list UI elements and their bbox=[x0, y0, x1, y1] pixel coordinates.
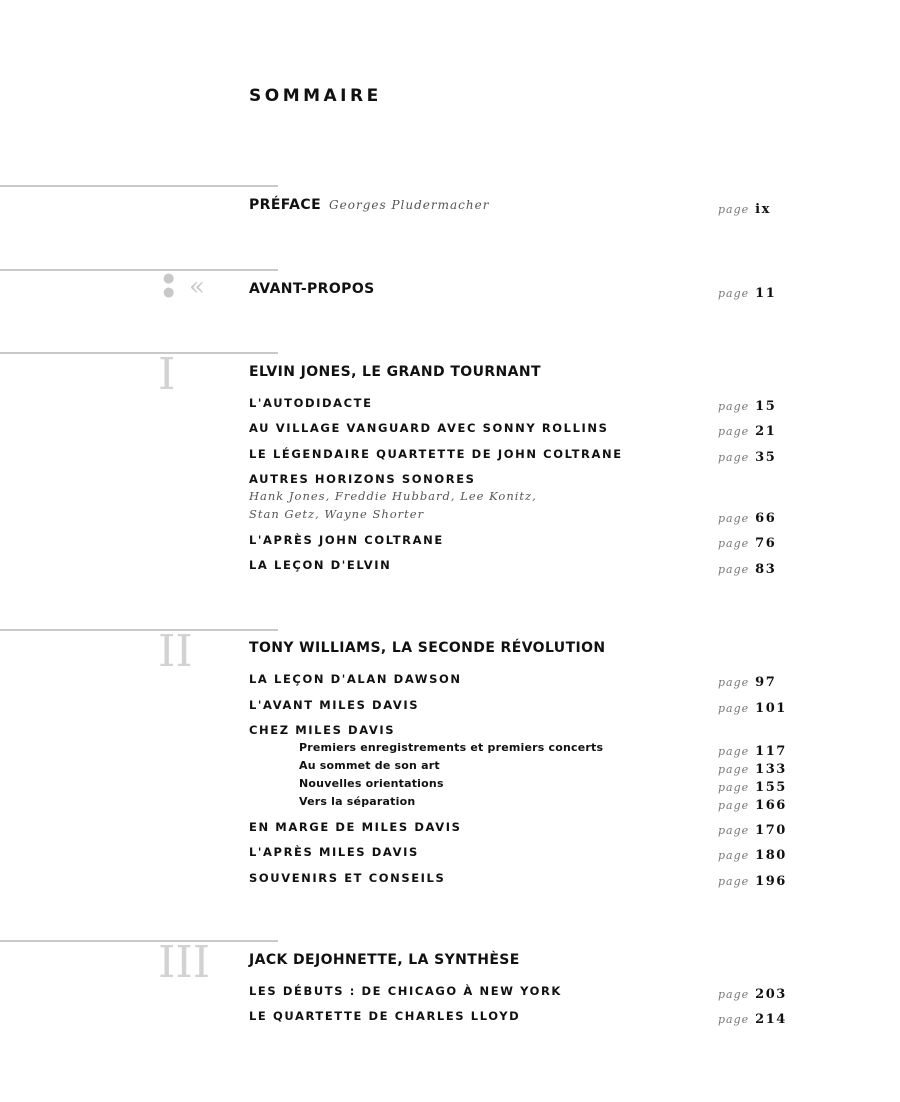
page-ref: page 133 bbox=[718, 762, 787, 777]
page-ref: page 66 bbox=[718, 511, 777, 526]
page-ref: page 170 bbox=[718, 823, 787, 838]
page-ref: page ix bbox=[718, 202, 771, 217]
section-divider bbox=[0, 269, 278, 271]
toc-preface[interactable] bbox=[249, 197, 489, 213]
part-numeral: III bbox=[158, 937, 211, 988]
section-divider bbox=[0, 185, 278, 187]
toc-entry[interactable]: EN MARGE DE MILES DAVIS bbox=[249, 820, 462, 834]
page-ref: page 21 bbox=[718, 424, 777, 439]
toc-entry[interactable]: L'APRÈS MILES DAVIS bbox=[249, 845, 419, 859]
page-ref: page 196 bbox=[718, 874, 787, 889]
part-numeral: I bbox=[158, 349, 176, 400]
toc-entry[interactable]: LA LEÇON D'ELVIN bbox=[249, 558, 392, 572]
part-numeral: II bbox=[158, 626, 193, 677]
toc-entry[interactable]: LE QUARTETTE DE CHARLES LLOYD bbox=[249, 1009, 521, 1023]
toc-entry[interactable]: CHEZ MILES DAVIS bbox=[249, 723, 396, 737]
part-title[interactable]: TONY WILLIAMS, LA SECONDE RÉVOLUTION bbox=[249, 640, 606, 656]
page-ref: page 11 bbox=[718, 286, 777, 301]
toc-subentry[interactable]: Au sommet de son art bbox=[299, 759, 440, 772]
page-ref: page 35 bbox=[718, 450, 777, 465]
page-ref: page 180 bbox=[718, 848, 787, 863]
toc-entry[interactable]: AUTRES HORIZONS SONORES bbox=[249, 472, 476, 486]
page-ref: page 97 bbox=[718, 675, 777, 690]
preface-author: Georges Pludermacher bbox=[329, 198, 490, 212]
toc-entry[interactable]: SOUVENIRS ET CONSEILS bbox=[249, 871, 446, 885]
page-ref: page 76 bbox=[718, 536, 777, 551]
toc-entry[interactable]: AU VILLAGE VANGUARD AVEC SONNY ROLLINS bbox=[249, 421, 609, 435]
toc-subentry[interactable]: Nouvelles orientations bbox=[299, 777, 444, 790]
page-ref: page 117 bbox=[718, 744, 787, 759]
toc-avant-propos[interactable]: AVANT-PROPOS bbox=[249, 281, 375, 297]
page-ref: page 15 bbox=[718, 399, 777, 414]
page-ref: page 166 bbox=[718, 798, 787, 813]
section-divider bbox=[0, 940, 278, 942]
toc-entry[interactable]: LE LÉGENDAIRE QUARTETTE DE JOHN COLTRANE bbox=[249, 447, 623, 461]
toc-entry[interactable]: L'AVANT MILES DAVIS bbox=[249, 698, 420, 712]
toc-entry-note: Hank Jones, Freddie Hubbard, Lee Konitz, bbox=[249, 489, 537, 503]
page-title: SOMMAIRE bbox=[249, 86, 382, 106]
toc-entry[interactable]: LES DÉBUTS : DE CHICAGO À NEW YORK bbox=[249, 984, 562, 998]
page-ref: page 203 bbox=[718, 987, 787, 1002]
page-ref: page 83 bbox=[718, 562, 777, 577]
toc-entry-note: Stan Getz, Wayne Shorter bbox=[249, 507, 425, 521]
toc-entry[interactable]: L'APRÈS JOHN COLTRANE bbox=[249, 533, 444, 547]
section-divider bbox=[0, 352, 278, 354]
page-ref: page 155 bbox=[718, 780, 787, 795]
part-title[interactable]: JACK DEJOHNETTE, LA SYNTHÈSE bbox=[249, 952, 520, 968]
page-ref: page 214 bbox=[718, 1012, 787, 1027]
toc-entry[interactable]: LA LEÇON D'ALAN DAWSON bbox=[249, 672, 462, 686]
toc-entry[interactable]: L'AUTODIDACTE bbox=[249, 396, 373, 410]
part-title[interactable]: ELVIN JONES, LE GRAND TOURNANT bbox=[249, 364, 541, 380]
preface-label: PRÉFACE bbox=[249, 197, 322, 213]
page-ref: page 101 bbox=[718, 701, 787, 716]
toc-subentry[interactable]: Vers la séparation bbox=[299, 795, 416, 808]
section-divider bbox=[0, 629, 278, 631]
toc-subentry[interactable]: Premiers enregistrements et premiers concerts bbox=[299, 741, 604, 754]
